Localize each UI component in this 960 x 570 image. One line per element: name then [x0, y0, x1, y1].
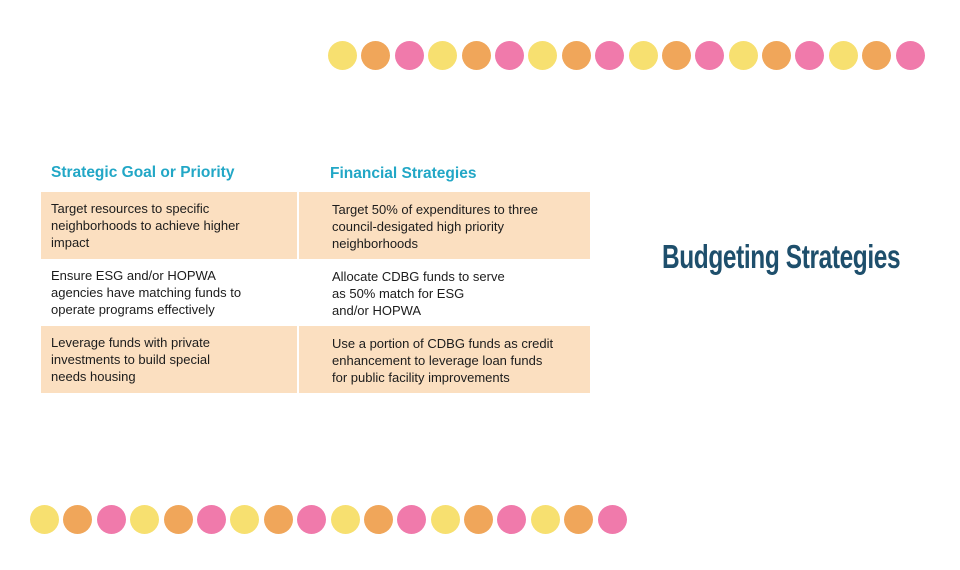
- decorative-dot: [164, 505, 193, 534]
- goal-cell: Leverage funds with private investments to build special needs housing: [51, 335, 210, 384]
- strategy-cell: Target 50% of expenditures to three council-desigated high priority neighborhoods: [297, 192, 590, 259]
- strategy-cell: Allocate CDBG funds to serve as 50% match for ESG and/or HOPWA: [297, 259, 590, 326]
- decorative-dot: [464, 505, 493, 534]
- decorative-dot: [30, 505, 59, 534]
- decorative-dot: [629, 41, 658, 70]
- decorative-dot: [397, 505, 426, 534]
- decorative-dot: [562, 41, 591, 70]
- page-title: Budgeting Strategies: [662, 238, 901, 275]
- bottom-dot-border: [30, 505, 631, 534]
- table-header: [41, 160, 590, 192]
- decorative-dot: [729, 41, 758, 70]
- header-financial-strategies: Financial Strategies: [330, 165, 477, 182]
- decorative-dot: [795, 41, 824, 70]
- decorative-dot: [97, 505, 126, 534]
- decorative-dot: [495, 41, 524, 70]
- decorative-dot: [528, 41, 557, 70]
- decorative-dot: [462, 41, 491, 70]
- decorative-dot: [197, 505, 226, 534]
- decorative-dot: [431, 505, 460, 534]
- top-dot-border: [328, 41, 929, 70]
- decorative-dot: [695, 41, 724, 70]
- goal-cell: Target resources to specific neighborhoods to achieve higher impact: [51, 201, 240, 250]
- decorative-dot: [328, 41, 357, 70]
- decorative-dot: [662, 41, 691, 70]
- decorative-dot: [428, 41, 457, 70]
- goal-cell: Ensure ESG and/or HOPWA agencies have matching funds to operate programs effectively: [51, 268, 242, 317]
- header-strategic-goal: Strategic Goal or Priority: [51, 164, 235, 181]
- decorative-dot: [331, 505, 360, 534]
- decorative-dot: [364, 505, 393, 534]
- decorative-dot: [762, 41, 791, 70]
- decorative-dot: [896, 41, 925, 70]
- decorative-dot: [395, 41, 424, 70]
- decorative-dot: [230, 505, 259, 534]
- table-row: [41, 192, 590, 259]
- decorative-dot: [361, 41, 390, 70]
- table-row: [41, 326, 590, 393]
- strategies-table: [41, 160, 590, 393]
- strategy-cell: Use a portion of CDBG funds as credit enhancement to leverage loan funds for public facility improvements: [297, 326, 590, 393]
- decorative-dot: [63, 505, 92, 534]
- decorative-dot: [598, 505, 627, 534]
- decorative-dot: [564, 505, 593, 534]
- decorative-dot: [497, 505, 526, 534]
- decorative-dot: [130, 505, 159, 534]
- decorative-dot: [829, 41, 858, 70]
- decorative-dot: [862, 41, 891, 70]
- decorative-dot: [595, 41, 624, 70]
- decorative-dot: [264, 505, 293, 534]
- table-row: [41, 259, 590, 326]
- decorative-dot: [531, 505, 560, 534]
- decorative-dot: [297, 505, 326, 534]
